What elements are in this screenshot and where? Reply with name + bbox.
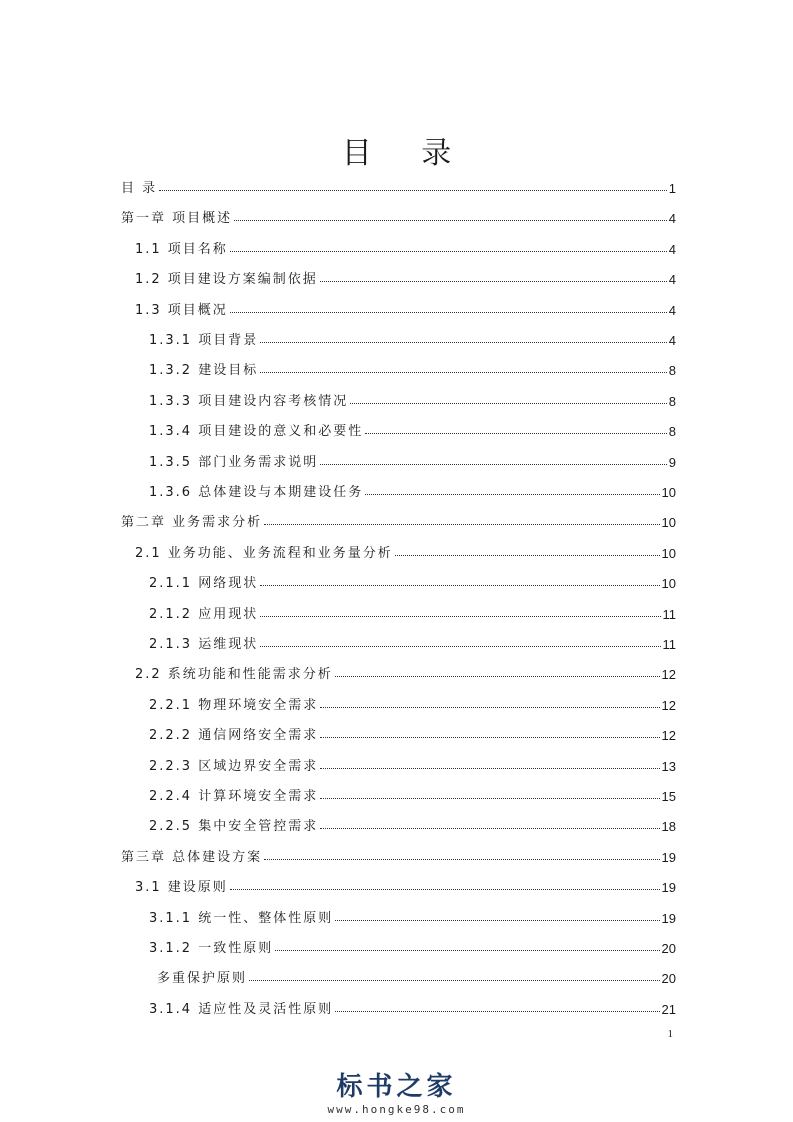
toc-entry-page: 21 — [661, 1001, 676, 1017]
toc-entry[interactable] — [149, 930, 676, 956]
toc-dot-leader — [365, 433, 667, 434]
toc-entry-page: 18 — [661, 819, 676, 835]
toc-dot-leader — [365, 494, 659, 495]
toc-entry-page: 10 — [661, 485, 676, 500]
toc-entry[interactable] — [135, 261, 676, 287]
toc-dot-leader — [230, 889, 660, 890]
page-number: 1 — [667, 1028, 673, 1040]
toc-entry[interactable] — [157, 960, 676, 986]
toc-entry[interactable] — [149, 444, 676, 470]
toc-dot-leader — [320, 464, 667, 465]
toc-entry[interactable] — [149, 900, 676, 926]
toc-entry-title: 1.3 项目概况 — [135, 302, 228, 318]
toc-entry[interactable] — [149, 687, 676, 713]
toc-dot-leader — [275, 950, 659, 951]
toc-dot-leader — [320, 707, 659, 708]
toc-entry[interactable] — [121, 504, 676, 530]
toc-dot-leader — [395, 555, 660, 556]
toc-entry[interactable] — [149, 626, 676, 652]
toc-entry-title: 2.2.2 通信网络安全需求 — [149, 728, 319, 744]
toc-dot-leader — [230, 251, 667, 252]
toc-entry-title: 目 录 — [121, 181, 158, 196]
toc-entry[interactable] — [149, 596, 676, 622]
toc-dot-leader — [260, 585, 659, 586]
toc-dot-leader — [230, 312, 667, 313]
toc-entry-title: 多重保护原则 — [157, 971, 248, 987]
toc-entry-title: 1.3.1 项目背景 — [149, 333, 259, 348]
toc-entry[interactable] — [149, 383, 676, 409]
toc-entry-page: 10 — [661, 545, 676, 561]
toc-entry-title: 2.2.3 区域边界安全需求 — [149, 758, 319, 774]
toc-entry-title: 1.2 项目建设方案编制依据 — [135, 272, 318, 288]
toc-entry-title: 2.2.1 物理环境安全需求 — [149, 697, 319, 713]
toc-entry-page: 12 — [661, 697, 676, 713]
toc-entry[interactable] — [149, 565, 676, 591]
toc-entry[interactable] — [149, 322, 676, 348]
toc-entry-title: 2.2.5 集中安全管控需求 — [149, 819, 319, 835]
toc-entry-page: 4 — [668, 241, 676, 257]
toc-entry-page: 1 — [668, 181, 676, 196]
toc-dot-leader — [249, 980, 660, 981]
toc-entry-page: 10 — [661, 576, 676, 592]
toc-entry[interactable] — [135, 292, 676, 318]
toc-entry-page: 4 — [668, 302, 676, 318]
toc-entry-page: 10 — [661, 515, 676, 531]
toc-entry-title: 第三章 总体建设方案 — [121, 849, 263, 865]
toc-dot-leader — [320, 737, 659, 738]
toc-dot-leader — [320, 768, 659, 769]
toc-entry-title: 1.3.6 总体建设与本期建设任务 — [149, 485, 364, 500]
toc-dot-leader — [320, 281, 667, 282]
toc-entry-title: 1.1 项目名称 — [135, 241, 228, 257]
toc-dot-leader — [335, 1011, 659, 1012]
toc-entry-title: 1.3.2 建设目标 — [149, 363, 259, 379]
toc-entry-title: 2.1 业务功能、业务流程和业务量分析 — [135, 545, 393, 561]
toc-dot-leader — [159, 190, 667, 191]
toc-entry-title: 第一章 项目概述 — [121, 211, 233, 227]
toc-entry-page: 4 — [668, 211, 676, 227]
toc-entry[interactable] — [121, 839, 676, 865]
toc-entry[interactable] — [149, 808, 676, 834]
toc-entry-title: 3.1.4 适应性及灵活性原则 — [149, 1001, 334, 1017]
toc-entry[interactable] — [149, 748, 676, 774]
toc-entry-title: 2.2 系统功能和性能需求分析 — [135, 667, 333, 683]
toc-entry-page: 4 — [668, 272, 676, 288]
toc-entry-page: 12 — [661, 728, 676, 744]
toc-entry-page: 20 — [661, 971, 676, 987]
toc-entry-title: 1.3.5 部门业务需求说明 — [149, 454, 319, 470]
toc-entry-page: 13 — [661, 758, 676, 774]
toc-entry-title: 1.3.3 项目建设内容考核情况 — [149, 393, 349, 409]
toc-entry-title: 第二章 业务需求分析 — [121, 515, 263, 531]
toc-dot-leader — [260, 342, 667, 343]
toc-dot-leader — [320, 828, 659, 829]
toc-entry[interactable] — [149, 352, 676, 378]
page-title: 目 录 — [341, 136, 472, 171]
toc-entry[interactable] — [149, 778, 676, 804]
toc-entry[interactable] — [149, 991, 676, 1017]
toc-entry-title: 2.1.1 网络现状 — [149, 576, 259, 592]
toc-entry-title: 3.1.2 一致性原则 — [149, 941, 274, 956]
toc-entry-page: 12 — [661, 667, 676, 683]
toc-entry-page: 19 — [661, 880, 676, 896]
toc-entry[interactable] — [135, 869, 676, 895]
toc-dot-leader — [234, 220, 667, 221]
toc-dot-leader — [260, 372, 667, 373]
toc-entry-page: 19 — [661, 849, 676, 865]
toc-dot-leader — [260, 646, 660, 647]
toc-entry-title: 3.1 建设原则 — [135, 880, 228, 896]
toc-entry-title: 3.1.1 统一性、整体性原则 — [149, 910, 334, 926]
logo-url: www.hongke98.com — [327, 1103, 466, 1116]
footer-logo — [0, 1066, 793, 1116]
toc-entry-page: 20 — [661, 941, 676, 956]
toc-dot-leader — [264, 524, 659, 525]
toc-entry-title: 2.1.2 应用现状 — [149, 606, 259, 622]
toc-entry-page: 4 — [668, 333, 676, 348]
toc-dot-leader — [264, 859, 659, 860]
toc-entry[interactable] — [135, 656, 676, 682]
toc-dot-leader — [260, 616, 660, 617]
toc-dot-leader — [335, 920, 659, 921]
toc-entry[interactable] — [135, 231, 676, 257]
toc-dot-leader — [335, 676, 660, 677]
toc-entry-page: 15 — [661, 789, 676, 804]
toc-entry-page: 11 — [662, 606, 676, 622]
toc-entry-page: 8 — [668, 363, 676, 379]
toc-dot-leader — [350, 403, 667, 404]
toc-entry-title: 2.1.3 运维现状 — [149, 637, 259, 652]
toc-entry[interactable] — [121, 170, 676, 196]
toc-entry-title: 1.3.4 项目建设的意义和必要性 — [149, 424, 364, 440]
toc-dot-leader — [320, 798, 659, 799]
toc-entry-page: 11 — [662, 637, 676, 652]
logo-text: 标书之家 — [336, 1072, 457, 1102]
toc-entry-page: 8 — [668, 393, 676, 409]
toc-entry[interactable] — [149, 474, 676, 500]
toc-entry-page: 9 — [668, 454, 676, 470]
toc-entry[interactable] — [135, 535, 676, 561]
toc-entry-page: 8 — [668, 424, 676, 440]
toc-entry[interactable] — [121, 200, 676, 226]
toc-entry-page: 19 — [661, 910, 676, 926]
toc-entry-title: 2.2.4 计算环境安全需求 — [149, 789, 319, 804]
toc-entry[interactable] — [149, 717, 676, 743]
toc-entry[interactable] — [149, 413, 676, 439]
